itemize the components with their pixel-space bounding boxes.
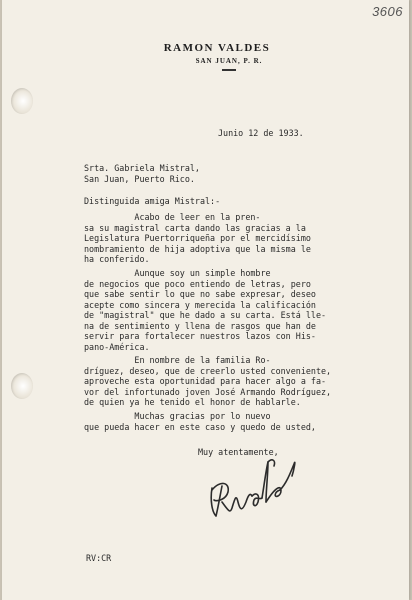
- body-paragraph: Acabo de leer en la pren- sa su magistral carta dando las gracias a la Legislatura Puertorriqueña por el mercidísimo nombramiento de hija adoptiva que la misma le ha conferido.: [84, 212, 311, 264]
- letter-page: [2, 0, 409, 600]
- letterhead-name: RAMON VALDES: [163, 42, 271, 54]
- recipient-address: Srta. Gabriela Mistral, San Juan, Puerto Rico.: [84, 163, 200, 184]
- body-paragraph: Aunque soy un simple hombre de negocios que poco entiendo de letras, pero que sabe sentir lo que no sabe expresar, deseo acepte como sincera y merecida la calificación de "magistral" que he dado a su carta. Está lle- na de sentimiento y llena de rasgos que han de servir para fortalecer nuestros lazos con His- pano-América.: [84, 268, 327, 352]
- body-paragraph: En nombre de la familia Ro- dríguez, deseo, que de creerlo usted conveniente, aproveche esta oportunidad para hacer algo a fa- vor del infortunado joven José Armando Rodríguez, de quien ya he tenido el honor de hablarle.: [84, 355, 332, 407]
- punch-hole-bottom: [11, 373, 33, 399]
- typist-initials: RV:CR: [86, 553, 112, 563]
- archive-number: 3606: [372, 4, 403, 19]
- letter-date: Junio 12 de 1933.: [218, 128, 304, 138]
- letterhead-city: SAN JUAN, P. R.: [195, 57, 263, 65]
- salutation: Distinguida amiga Mistral:-: [84, 196, 221, 206]
- letterhead-rule: [222, 69, 236, 71]
- letterhead: [142, 42, 292, 71]
- handwritten-signature: [202, 450, 312, 525]
- body-paragraph: Muchas gracias por lo nuevo que pueda hacer en este caso y quedo de usted,: [84, 411, 316, 432]
- punch-hole-top: [11, 88, 33, 114]
- closing: Muy atentamente,: [198, 447, 279, 457]
